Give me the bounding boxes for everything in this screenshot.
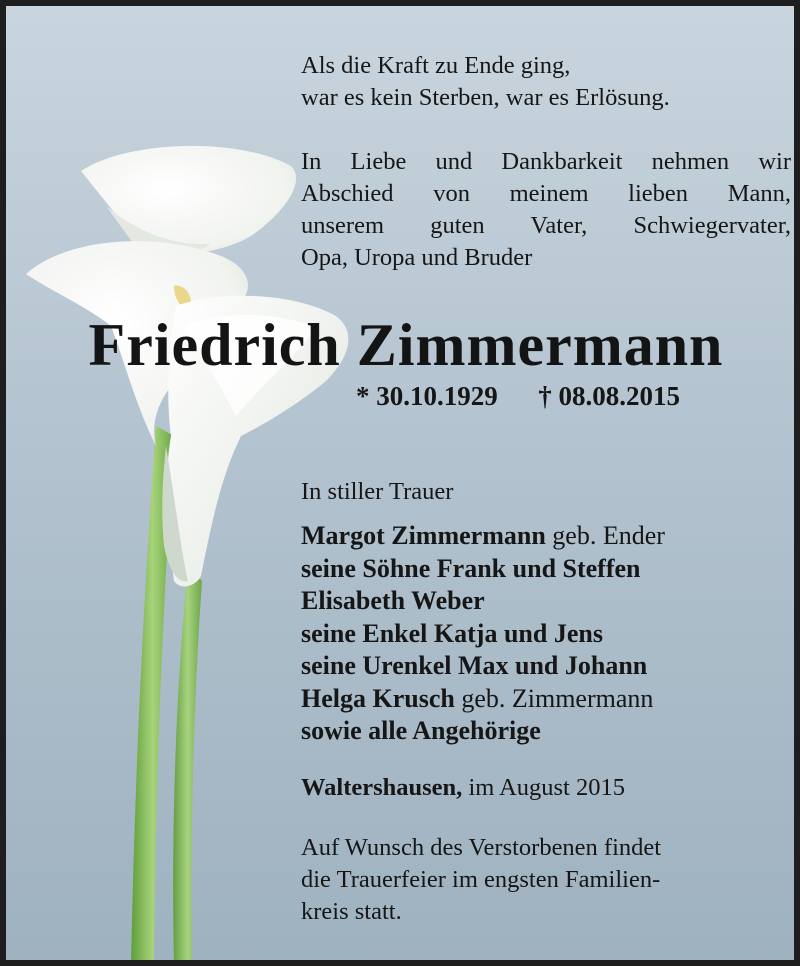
place-date: Waltershausen, im August 2015	[301, 774, 625, 801]
mourner-line: seine Urenkel Max und Johann	[301, 651, 648, 680]
deceased-name: Friedrich Zimmermann	[88, 312, 724, 378]
life-dates	[356, 378, 680, 414]
closing-line: kreis statt.	[301, 898, 402, 925]
motto-line: war es kein Sterben, war es Erlösung.	[301, 84, 670, 111]
mourner-line: seine Söhne Frank und Steffen	[301, 553, 641, 583]
motto	[301, 50, 791, 114]
birth-date: * 30.10.1929	[356, 381, 498, 411]
mourner-line: Elisabeth Weber	[301, 586, 485, 615]
motto-line: Als die Kraft zu Ende ging,	[301, 52, 571, 79]
death-date: † 08.08.2015	[538, 381, 680, 411]
intro-line: unserem guten Vater, Schwiegervater,	[301, 212, 791, 239]
intro-line: Abschied von meinem lieben Mann,	[301, 180, 791, 207]
intro-line: Opa, Uropa und Bruder	[301, 244, 533, 271]
mourners-list	[301, 520, 791, 748]
mourner-line: Margot Zimmermann geb. Ender	[301, 521, 665, 550]
closing-note	[301, 832, 791, 928]
closing-line: Auf Wunsch des Verstorbenen findet	[301, 834, 662, 861]
intro-text	[301, 146, 791, 274]
mourner-line: seine Enkel Katja und Jens	[301, 618, 603, 648]
intro-line: In Liebe und Dankbarkeit nehmen wir	[301, 148, 791, 175]
mourning-heading: In stiller Trauer	[301, 478, 454, 505]
mourner-line: Helga Krusch geb. Zimmermann	[301, 683, 654, 713]
closing-line: die Trauerfeier im engsten Familien-	[301, 866, 661, 893]
mourner-line: sowie alle Angehörige	[301, 716, 541, 745]
